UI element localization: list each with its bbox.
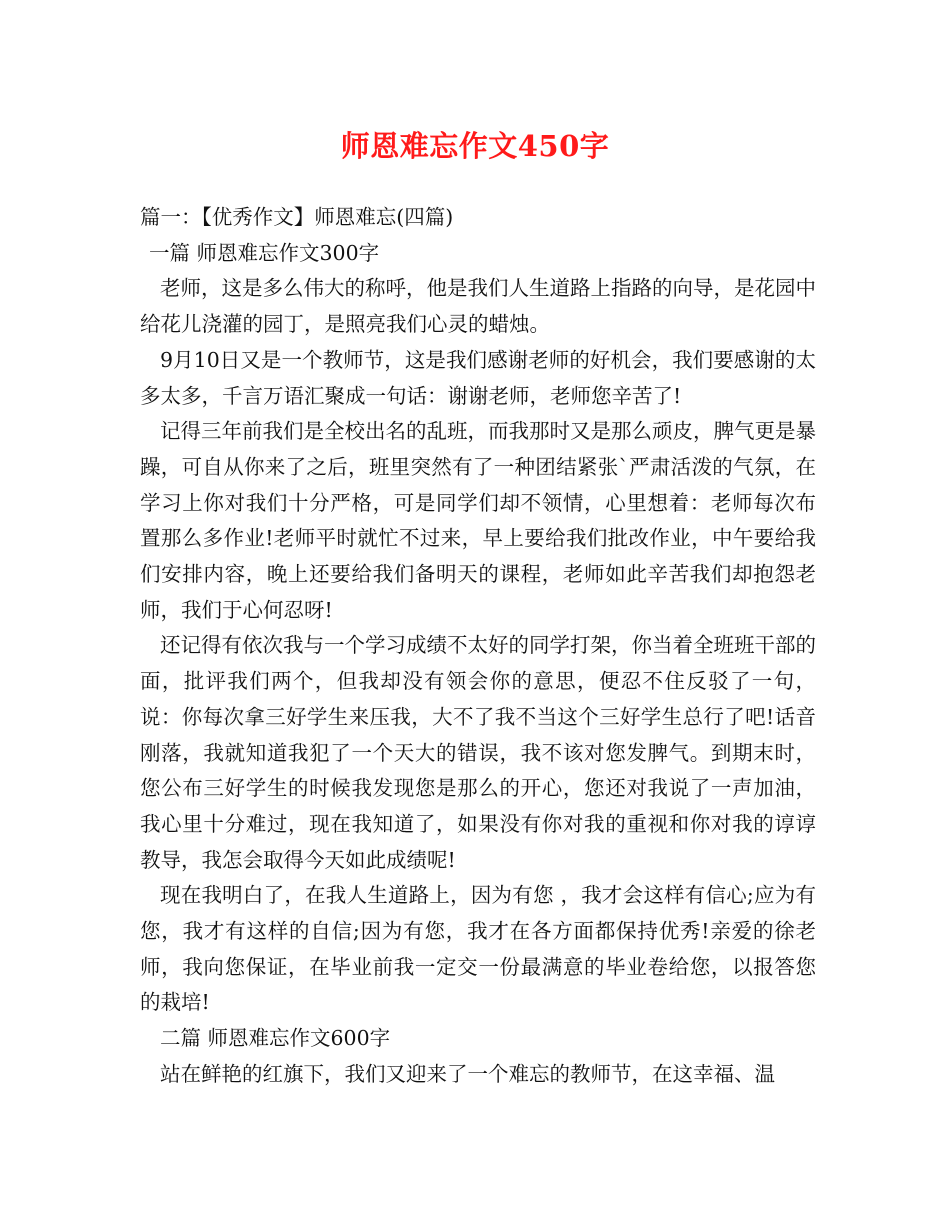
paragraph: 站在鲜艳的红旗下，我们又迎来了一个难忘的教师节，在这幸福、温 [160, 1061, 775, 1086]
document-title: 师恩难忘作文450字 [340, 129, 610, 163]
sub-heading-2: 二篇 师恩难忘作文600字 [160, 1026, 391, 1051]
paragraph: 还记得有依次我与一个学习成绩不太好的同学打架，你当着全班班干部的面，批评我们两个，但我却没有领会你的意思，便忍不住反驳了一句，说：你每次拿三好学生来压我，大不了我不当这个三好学生总行了吧!话音刚落，我就知道我犯了一个天大的错误，我不该对您发脾气。到期末时，您公布三好学生的时候我发现您是那么的开心，您还对我说了一声加油，我心里十分难过，现在我知道了，如果没有你对我的重视和你对我的谆谆教导，我怎会取得今天如此成绩呢! [140, 633, 816, 872]
section-heading: 篇一：【优秀作文】师恩难忘(四篇) [140, 205, 454, 229]
paragraph: 老师，这是多么伟大的称呼，他是我们人生道路上指路的向导，是花园中给花儿浇灌的园丁，是照亮我们心灵的蜡烛。 [140, 276, 816, 337]
paragraph: 现在我明白了，在我人生道路上，因为有您 ，我才会这样有信心;应为有您，我才有这样的自信;因为有您，我才在各方面都保持优秀!亲爱的徐老师，我向您保证，在毕业前我一定交一份最满意的毕业卷给您，以报答您的栽培! [140, 883, 816, 1015]
sub-heading-1: 一篇 师恩难忘作文300字 [149, 240, 380, 265]
paragraph: 记得三年前我们是全校出名的乱班，而我那时又是那么顽皮，脾气更是暴躁，可自从你来了之后，班里突然有了一种团结紧张`严肃活泼的气氛，在学习上你对我们十分严格，可是同学们却不领情，心里想着：老师每次布置那么多作业!老师平时就忙不过来，早上要给我们批改作业，中午要给我们安排内容，晚上还要给我们备明天的课程，老师如此辛苦我们却抱怨老师，我们于心何忍呀! [140, 419, 816, 622]
document-body [140, 200, 816, 1093]
paragraph: 9月10日又是一个教师节，这是我们感谢老师的好机会，我们要感谢的太多太多，千言万语汇聚成一句话：谢谢老师，老师您辛苦了! [140, 347, 816, 408]
